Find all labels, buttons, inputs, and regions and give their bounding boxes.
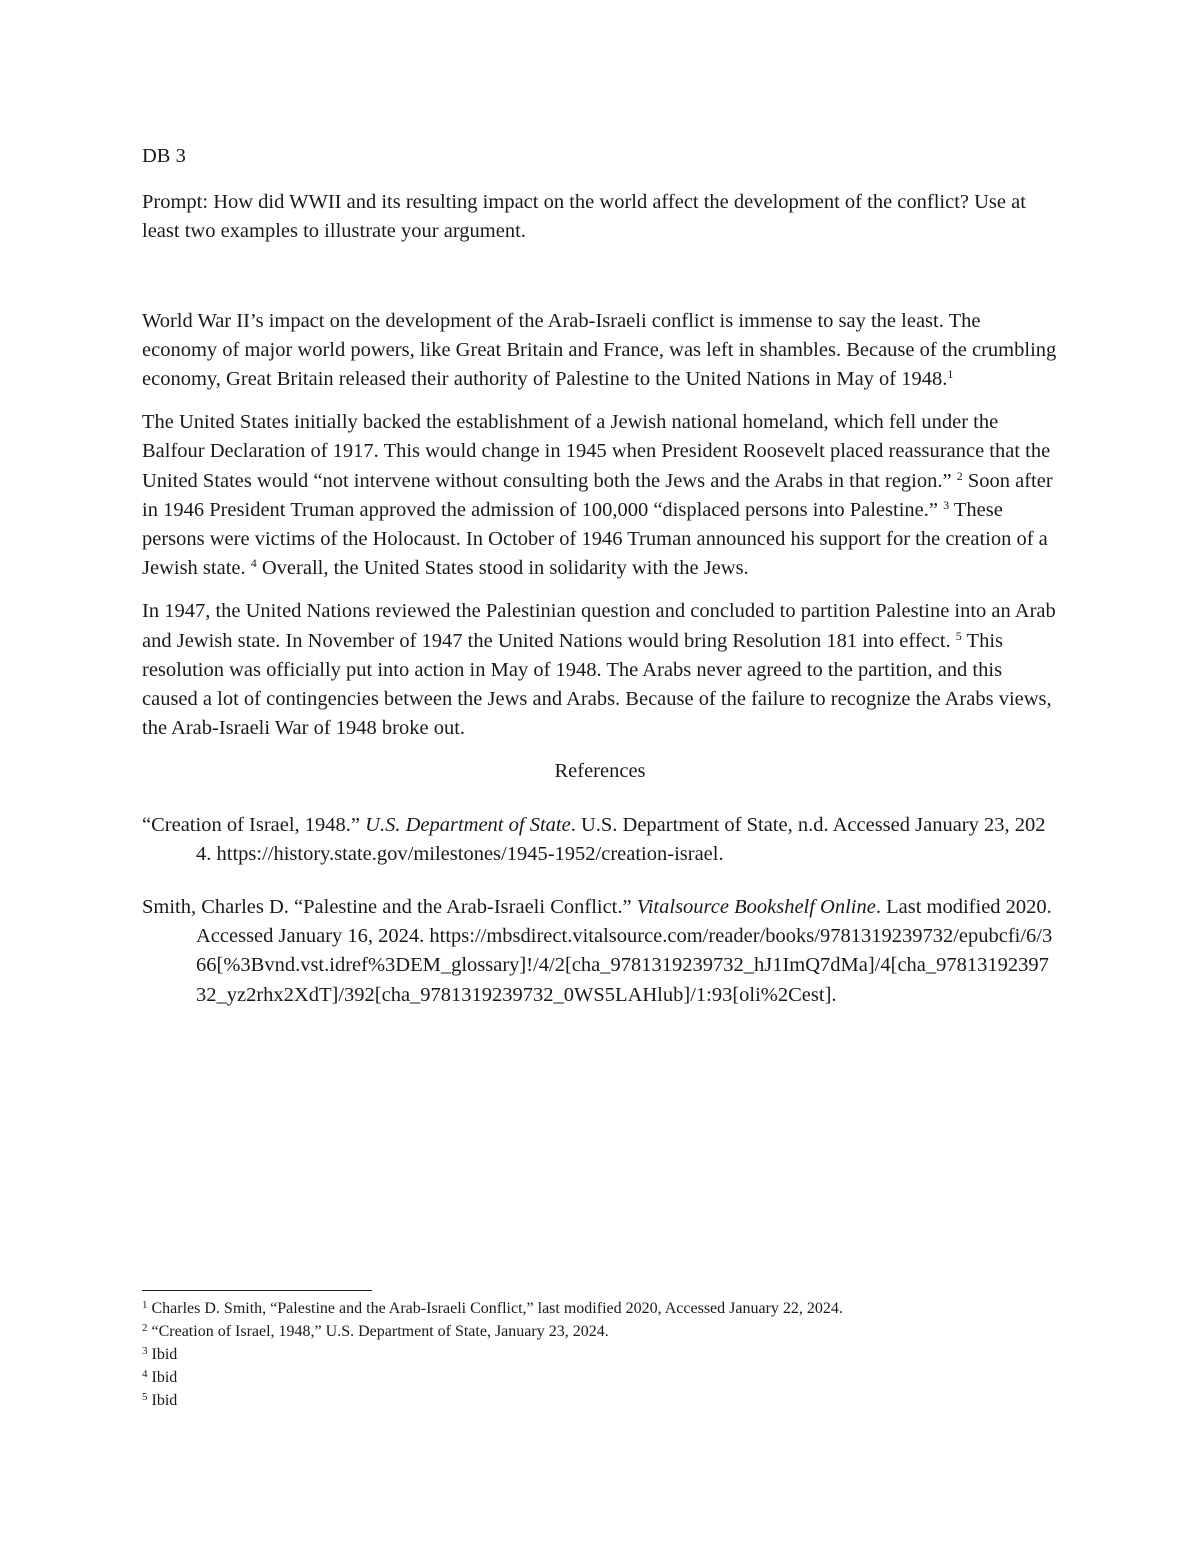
- footnotes: [142, 1290, 1058, 1412]
- references-list: [142, 811, 1058, 1010]
- reference-entry: [142, 893, 1058, 1010]
- footnote-item: [142, 1343, 1058, 1366]
- document-heading: DB 3: [142, 145, 186, 167]
- footnote-list: [142, 1297, 1058, 1412]
- prompt-text: Prompt: How did WWII and its resulting impact on the world affect the development of the conflict? Use at least two examples to illustrate your argument.: [142, 191, 1026, 243]
- footnote-text: Ibid: [147, 1392, 178, 1409]
- footnote-number: 2: [142, 1322, 148, 1334]
- essay-paragraphs: [142, 307, 1058, 744]
- reference-text: “Creation of Israel, 1948.”: [142, 813, 366, 836]
- reference-text: Smith, Charles D. “Palestine and the Arab-Israeli Conflict.”: [142, 896, 637, 919]
- reference-source-title: Vitalsource Bookshelf Online: [636, 896, 876, 919]
- essay-paragraph: [142, 597, 1058, 743]
- reference-entry: [142, 811, 1058, 869]
- paragraph-text: In 1947, the United Nations reviewed the Palestinian question and concluded to partition Palestine into an Arab and Jewish state. In November of 1947 the United Nations would bring Resolution 181 into effect.: [142, 600, 1056, 652]
- footnote-item: [142, 1297, 1058, 1320]
- paragraph-text: These persons were victims of the Holocaust. In October of 1946 Truman announced his support for the creation of a Jewish state.: [142, 498, 1048, 580]
- footnote-item: [142, 1320, 1058, 1343]
- footnote-number: 1: [142, 1299, 148, 1311]
- paragraph-text: The United States initially backed the establishment of a Jewish national homeland, which fell under the Balfour Declaration of 1917. This would change in 1945 when President Roosevelt placed reassurance that the United States would “not intervene without consulting both the Jews and the Arabs in that region.”: [142, 411, 1051, 492]
- footnote-text: “Creation of Israel, 1948,” U.S. Department of State, January 23, 2024.: [147, 1323, 609, 1340]
- essay-paragraph: [142, 408, 1058, 583]
- document-body: [142, 142, 1058, 1034]
- reference-source-title: U.S. Department of State: [365, 813, 571, 836]
- footnote-number: 5: [142, 1391, 148, 1403]
- footnote-number: 3: [142, 1345, 148, 1357]
- footnote-separator: [142, 1290, 372, 1291]
- reference-text: . U.S. Department of State, n.d. Accessed January 23, 2024. https://history.state.gov/milestones/1945-1952/creation-israel.: [196, 813, 1046, 865]
- paragraph-text: This resolution was officially put into action in May of 1948. The Arabs never agreed to the partition, and this caused a lot of contingencies between the Jews and Arabs. Because of the failure to recognize the Arabs views, the Arab-Israeli War of 1948 broke out.: [142, 629, 1052, 740]
- footnote-item: [142, 1366, 1058, 1389]
- footnote-number: 4: [142, 1368, 148, 1380]
- reference-text: . Last modified 2020. Accessed January 16, 2024. https://mbsdirect.vitalsource.com/reader/books/9781319239732/epubcfi/6/366[%3Bvnd.vst.idref%3DEM_glossary]!/4/2[cha_9781319239732_hJ1ImQ7dMa]/4[cha_9781319239732_yz2rhx2XdT]/392[cha_9781319239732_0WS5LAHlub]/1:93[oli%2Cest].: [196, 896, 1053, 1006]
- essay-paragraph: [142, 307, 1058, 395]
- footnote-marker: 3: [943, 497, 950, 512]
- footnote-marker: 1: [947, 367, 954, 382]
- footnote-text: Ibid: [147, 1369, 178, 1386]
- paragraph-text: Overall, the United States stood in solidarity with the Jews.: [256, 557, 749, 580]
- footnote-marker: 2: [956, 468, 963, 483]
- footnote-text: Ibid: [147, 1346, 178, 1363]
- footnote-marker: 5: [955, 628, 962, 643]
- paragraph-text: World War II’s impact on the development of the Arab-Israeli conflict is immense to say the least. The economy of major world powers, like Great Britain and France, was left in shambles. Because of the crumbling economy, Great Britain released their authority of Palestine to the United Nations in May of 1948.: [142, 309, 1057, 391]
- footnote-text: Charles D. Smith, “Palestine and the Arab-Israeli Conflict,” last modified 2020, Accessed January 22, 2024.: [147, 1300, 843, 1317]
- footnote-item: [142, 1389, 1058, 1412]
- paragraph-text: Soon after in 1946 President Truman approved the admission of 100,000 “displaced persons into Palestine.”: [142, 469, 1053, 521]
- footnote-marker: 4: [250, 556, 257, 571]
- references-title: References: [554, 760, 646, 783]
